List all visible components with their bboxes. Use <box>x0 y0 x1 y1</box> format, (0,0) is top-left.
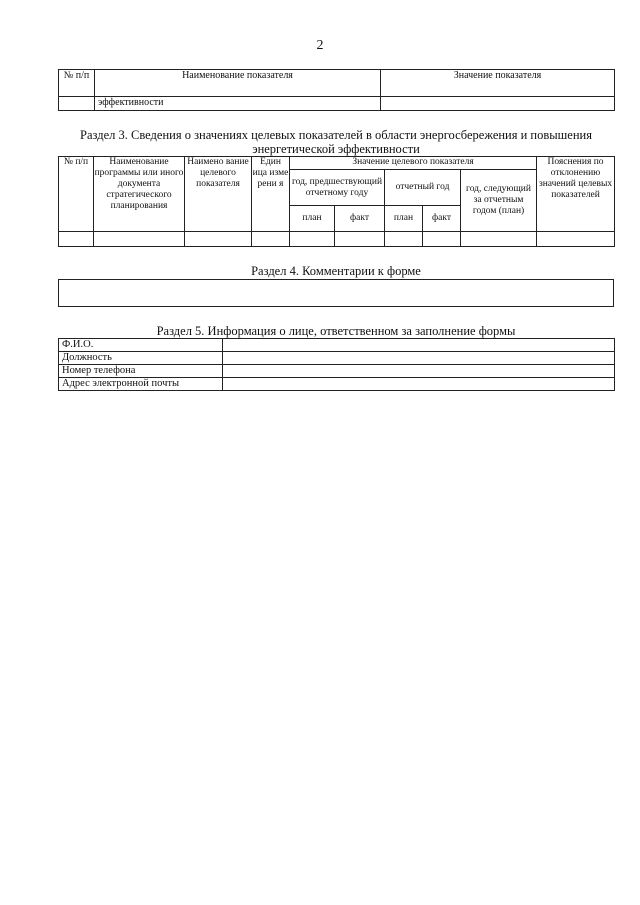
table-cell <box>537 232 615 247</box>
section4-title: Раздел 4. Комментарии к форме <box>251 264 421 278</box>
value-cell <box>223 378 615 391</box>
table-cell <box>185 232 252 247</box>
table-cell <box>461 232 537 247</box>
table-cell <box>423 232 461 247</box>
value-cell <box>223 352 615 365</box>
col-value-group-header: Значение целевого показателя <box>290 157 537 170</box>
table-cell <box>381 97 615 111</box>
table-cell <box>59 232 94 247</box>
col-unit-header: Един ица изме рени я <box>252 157 290 232</box>
section5-title: Раздел 5. Информация о лице, ответственном за заполнение формы <box>156 324 516 338</box>
row-label-phone: Номер телефона <box>59 365 223 378</box>
fact-header: факт <box>335 206 385 232</box>
value-cell <box>223 339 615 352</box>
table-cell <box>335 232 385 247</box>
target-indicators-table <box>58 156 615 247</box>
col-number-header: № п/п <box>59 70 95 97</box>
section3-title: Раздел 3. Сведения о значениях целевых показателей в области энергосбережения и повышения энергетической эффективности <box>80 128 592 156</box>
col-explain-header: Пояснения по отклонению значений целевых показателей <box>537 157 615 232</box>
responsible-person-table <box>58 338 615 391</box>
table-cell <box>385 232 423 247</box>
value-cell <box>223 365 615 378</box>
table-cell: эффективности <box>95 97 381 111</box>
plan-header: план <box>385 206 423 232</box>
col-name-header: Наименование показателя <box>95 70 381 97</box>
col-program-header: Наименование программы или иного документа стратегического планирования <box>94 157 185 232</box>
col-report-year-header: отчетный год <box>385 170 461 206</box>
col-number-header: № п/п <box>59 157 94 232</box>
fact-header: факт <box>423 206 461 232</box>
col-value-header: Значение показателя <box>381 70 615 97</box>
table-cell <box>94 232 185 247</box>
row-label-name: Ф.И.О. <box>59 339 223 352</box>
row-label-email: Адрес электронной почты <box>59 378 223 391</box>
table-cell <box>59 97 95 111</box>
comments-box <box>58 279 614 307</box>
col-prev-year-header: год, предшествующий отчетному году <box>290 170 385 206</box>
page-number: 2 <box>316 38 324 53</box>
table-cell <box>252 232 290 247</box>
indicator-table <box>58 69 615 111</box>
plan-header: план <box>290 206 335 232</box>
row-label-position: Должность <box>59 352 223 365</box>
col-target-name-header: Наимено вание целевого показателя <box>185 157 252 232</box>
col-next-year-header: год, следующий за отчетным годом (план) <box>461 170 537 232</box>
table-cell <box>290 232 335 247</box>
